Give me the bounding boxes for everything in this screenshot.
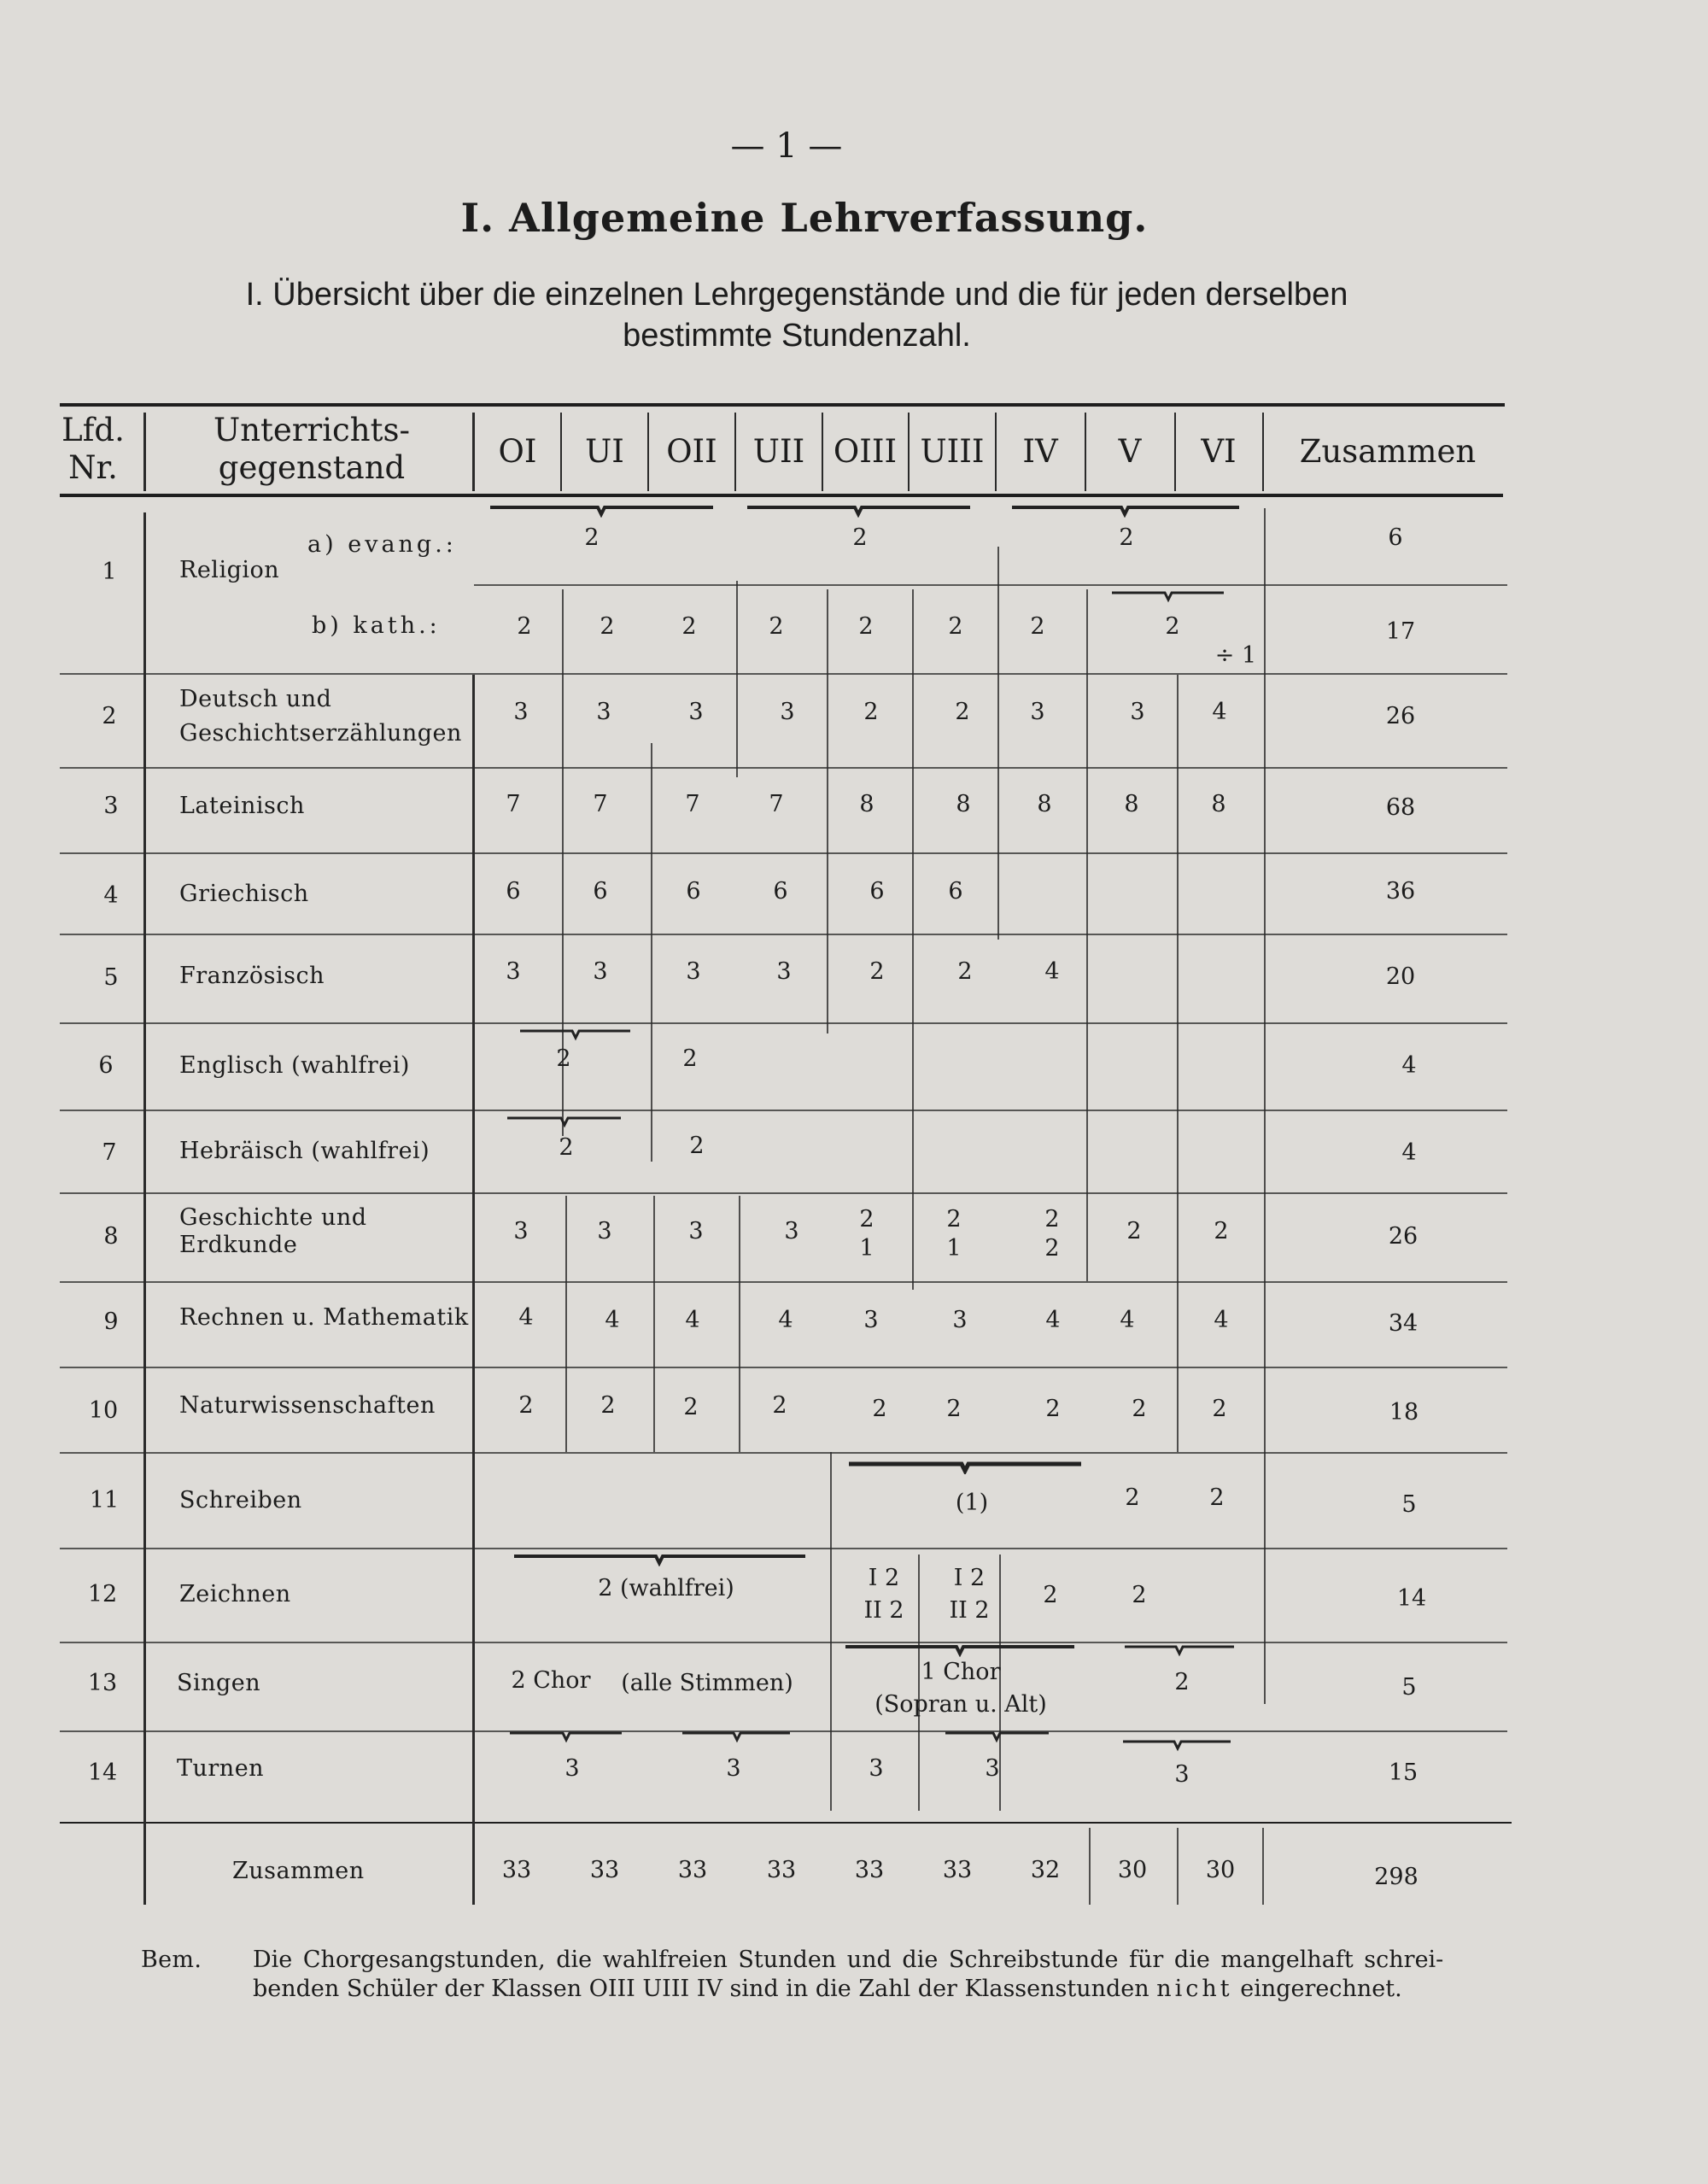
- cell: 3: [776, 958, 792, 985]
- row-total: 68: [1385, 794, 1416, 821]
- page-title: I. Allgemeine Lehrverfassung.: [460, 195, 1149, 241]
- religion-a-label: a) evang.:: [307, 531, 457, 558]
- cell: 2: [772, 1392, 787, 1419]
- cell: 7: [685, 791, 700, 817]
- row-number: 14: [87, 1759, 118, 1786]
- subject-schreiben: Schreiben: [179, 1487, 302, 1514]
- row-total: 26: [1388, 1223, 1418, 1250]
- row-rule: [474, 584, 1507, 586]
- col-rule: [653, 1196, 655, 1452]
- col-rule: [1089, 1828, 1091, 1905]
- zeichnen-group: 2 (wahlfrei): [598, 1575, 734, 1601]
- cell: 2: [518, 1392, 534, 1419]
- cell: 3: [784, 1218, 799, 1244]
- group-brace: [488, 504, 715, 518]
- cell: 2: [1126, 1218, 1142, 1244]
- cell: 2: [1214, 1218, 1229, 1244]
- cell: 3: [513, 1218, 529, 1244]
- cell: 3: [688, 699, 704, 725]
- row-total: 5: [1401, 1491, 1417, 1518]
- row-rule: [60, 1281, 1507, 1283]
- row-rule: [60, 1548, 1507, 1549]
- note-line-2: [253, 1975, 1402, 2004]
- sum-cell: 30: [1205, 1857, 1236, 1883]
- turnen-group-1: 3: [564, 1755, 580, 1782]
- turnen-group-4: 3: [985, 1755, 1000, 1782]
- note-line-2c: eingerechnet.: [1240, 1976, 1402, 2002]
- cell: 6: [506, 878, 521, 905]
- note-emphasis: nicht: [1156, 1976, 1233, 2002]
- cell: 8: [956, 791, 971, 817]
- col-rule: [651, 743, 652, 1162]
- cell: 3: [1130, 699, 1145, 725]
- cell: 3: [593, 958, 608, 985]
- cell: 8: [1037, 791, 1052, 817]
- col-rule: [1086, 589, 1088, 1281]
- row-total: 14: [1396, 1585, 1427, 1612]
- cell: 7: [593, 791, 608, 817]
- row-total: 26: [1385, 703, 1416, 729]
- col-rule: [1262, 1828, 1264, 1905]
- group-brace: [518, 1028, 632, 1041]
- hebraeisch-group-1: 2: [559, 1134, 574, 1161]
- englisch-group-2: 2: [682, 1045, 698, 1072]
- group-brace: [746, 504, 972, 518]
- religion-a-group-3: 2: [1119, 524, 1134, 551]
- cell-split-bottom: 1: [946, 1235, 962, 1262]
- col-rule: [736, 581, 738, 777]
- cell: 8: [1211, 791, 1226, 817]
- cell: 8: [1124, 791, 1139, 817]
- cell: 2: [955, 699, 970, 725]
- subject-lateinisch: Lateinisch: [179, 793, 305, 819]
- cell: 6: [593, 878, 608, 905]
- cell: 2: [517, 613, 532, 640]
- cell: 2: [683, 1394, 699, 1420]
- subject-deutsch-1: Deutsch und: [179, 686, 332, 712]
- cell: 2: [858, 613, 874, 640]
- cell: 2: [872, 1396, 887, 1422]
- singen-group-3: 2: [1174, 1669, 1190, 1695]
- subject-deutsch-2: Geschichtserzählungen: [179, 720, 462, 747]
- cell: 4: [1120, 1307, 1135, 1333]
- zeichnen-oiii-2: II 2: [863, 1597, 904, 1624]
- subject-hebraeisch: Hebräisch (wahlfrei): [179, 1138, 430, 1164]
- cell: 3: [513, 699, 529, 725]
- row-number: 8: [103, 1223, 119, 1250]
- cell: 3: [952, 1307, 968, 1333]
- cell: 2: [1132, 1396, 1147, 1422]
- group-brace: [512, 1553, 807, 1566]
- cell: 2: [957, 958, 973, 985]
- cell: 2: [1030, 613, 1045, 640]
- religion-b-group: 2: [1165, 613, 1180, 640]
- header-class-ui: UI: [585, 433, 624, 470]
- cell: 4: [1212, 699, 1227, 725]
- subject-zeichnen: Zeichnen: [179, 1581, 291, 1607]
- row-number: 3: [103, 793, 119, 819]
- subject-singen: Singen: [177, 1670, 261, 1696]
- zeichnen-uiii-1: I 2: [953, 1565, 986, 1591]
- row-number: 6: [98, 1052, 114, 1079]
- row-number: 4: [103, 882, 119, 909]
- note-label: Bem.: [141, 1947, 202, 1973]
- sum-cell: 33: [766, 1857, 797, 1883]
- cell: 8: [859, 791, 874, 817]
- cell-split-bottom: 1: [859, 1235, 874, 1262]
- group-brace: [1010, 504, 1241, 518]
- col-rule: [912, 589, 914, 1290]
- row-rule: [60, 1642, 1507, 1643]
- cell: 2: [1212, 1396, 1227, 1422]
- row-total: 34: [1388, 1310, 1418, 1337]
- group-brace: [944, 1730, 1050, 1743]
- header-class-uii: UII: [752, 433, 805, 470]
- header-class-oiii: OIII: [833, 433, 898, 470]
- header-subject: [162, 412, 461, 487]
- cell: 3: [686, 958, 701, 985]
- cell: 4: [685, 1307, 700, 1333]
- cell: 3: [1030, 699, 1045, 725]
- row-rule: [60, 1192, 1507, 1194]
- singen-group-1b: (alle Stimmen): [621, 1670, 793, 1696]
- cell: 2: [863, 699, 879, 725]
- row-rule: [60, 1110, 1507, 1111]
- cell: 4: [518, 1304, 534, 1331]
- col-rule: [1177, 675, 1179, 1452]
- religion-a-group-2: 2: [852, 524, 868, 551]
- sum-cell: 33: [589, 1857, 620, 1883]
- cell: 6: [869, 878, 885, 905]
- religion-a-group-1: 2: [584, 524, 600, 551]
- row-total: 4: [1401, 1052, 1417, 1079]
- subject-franzoesisch: Französisch: [179, 963, 325, 989]
- row-number: 12: [87, 1581, 118, 1607]
- header-lfd-1: Lfd.: [61, 412, 125, 448]
- top-rule: [60, 403, 1505, 407]
- cell: 6: [773, 878, 788, 905]
- cell: 2: [600, 1392, 616, 1419]
- sum-cell: 33: [501, 1857, 532, 1883]
- cell: 4: [1214, 1307, 1229, 1333]
- cell: 4: [605, 1307, 620, 1333]
- cell: 3: [597, 1218, 612, 1244]
- cell: 2: [769, 613, 784, 640]
- sum-cell: 33: [677, 1857, 708, 1883]
- cell: 2: [1132, 1582, 1147, 1608]
- row-rule: [60, 767, 1507, 769]
- subject-turnen: Turnen: [177, 1755, 265, 1782]
- subject-griechisch: Griechisch: [179, 881, 309, 907]
- row-rule: [60, 673, 1507, 675]
- zeichnen-oiii-1: I 2: [868, 1565, 900, 1591]
- row-rule: [60, 934, 1507, 935]
- col-rule: [997, 547, 999, 940]
- header-subject-2: gegenstand: [218, 449, 406, 486]
- header-total: Zusammen: [1299, 433, 1477, 470]
- cell: 3: [596, 699, 611, 725]
- sum-cell: 33: [942, 1857, 973, 1883]
- row-rule: [60, 1022, 1507, 1024]
- cell: 2: [681, 613, 697, 640]
- cell-split-top: 2: [946, 1206, 962, 1233]
- row-number: 1: [102, 559, 117, 585]
- turnen-group-5: 3: [1174, 1761, 1190, 1788]
- row-number: 13: [87, 1670, 118, 1696]
- group-brace: [847, 1461, 1083, 1474]
- col-rule: [143, 413, 146, 491]
- turnen-group-2: 3: [726, 1755, 741, 1782]
- row-total: 20: [1385, 963, 1416, 990]
- note-line-2a: benden Schüler der Klassen OIII UIII IV sind in die Zahl der Klassenstunden: [253, 1976, 1149, 2002]
- bottom-rule: [60, 1822, 1512, 1824]
- col-rule: [1264, 508, 1266, 1704]
- cell: 7: [769, 791, 784, 817]
- col-rule: [1262, 413, 1264, 491]
- cell: 2: [1125, 1484, 1140, 1511]
- page-number: — 1 —: [730, 126, 843, 166]
- header-subject-1: Unterrichts-: [214, 412, 410, 448]
- cell: 7: [506, 791, 521, 817]
- row-rule: [60, 1367, 1507, 1368]
- group-brace: [1123, 1643, 1236, 1657]
- row-total: 36: [1385, 878, 1416, 905]
- subject-mathematik: Rechnen u. Mathematik: [179, 1304, 469, 1331]
- turnen-group-3: 3: [869, 1755, 884, 1782]
- cell: 3: [506, 958, 521, 985]
- row-number: 10: [88, 1397, 119, 1424]
- cell: 4: [778, 1307, 793, 1333]
- row-number: 2: [102, 703, 117, 729]
- row-total: 15: [1388, 1759, 1418, 1786]
- header-class-oi: OI: [498, 433, 537, 470]
- subtitle-line-2: bestimmte Stundenzahl.: [623, 318, 971, 354]
- sum-cell: 32: [1030, 1857, 1061, 1883]
- row-number: 9: [103, 1309, 119, 1335]
- header-class-uiii: UIII: [920, 433, 985, 470]
- col-rule: [830, 1452, 832, 1811]
- subject-naturwissenschaften: Naturwissenschaften: [179, 1392, 436, 1419]
- group-brace: [1121, 1738, 1232, 1752]
- row-rule: [60, 852, 1507, 854]
- singen-group-2b: (Sopran u. Alt): [874, 1691, 1047, 1718]
- sum-total: 298: [1374, 1864, 1418, 1890]
- col-rule: [143, 512, 146, 1905]
- col-rule: [565, 1196, 567, 1452]
- religion-b-label: b) kath.:: [312, 612, 441, 639]
- hebraeisch-group-2: 2: [689, 1133, 705, 1159]
- row-total: 18: [1389, 1399, 1419, 1426]
- note-line-1: Die Chorgesangstunden, die wahlfreien Stunden und die Schreibstunde für die mangelhaft schrei-: [253, 1947, 1444, 1973]
- cell-split-top: 2: [859, 1206, 874, 1233]
- cell: 3: [780, 699, 795, 725]
- cell: 2: [1209, 1484, 1225, 1511]
- group-brace: [681, 1730, 792, 1743]
- cell: 2: [869, 958, 885, 985]
- row-number: 7: [102, 1139, 117, 1166]
- row-number: 11: [89, 1487, 120, 1514]
- row-total: 5: [1401, 1674, 1417, 1701]
- group-brace: [1110, 589, 1225, 603]
- cell: 6: [686, 878, 701, 905]
- sum-cell: 33: [854, 1857, 885, 1883]
- sum-label: Zusammen: [232, 1858, 365, 1884]
- singen-group-2a: 1 Chor: [921, 1659, 1001, 1685]
- religion-a-total: 6: [1388, 524, 1403, 551]
- row-total: 4: [1401, 1139, 1417, 1166]
- subject-geschichte-1: Geschichte und: [179, 1204, 367, 1231]
- subject-geschichte-2: Erdkunde: [179, 1232, 298, 1258]
- header-class-oii: OII: [666, 433, 717, 470]
- header-rule: [60, 494, 1503, 497]
- header-class-iv: IV: [1022, 433, 1058, 470]
- zeichnen-uiii-2: II 2: [949, 1597, 990, 1624]
- cell: 4: [1045, 1307, 1061, 1333]
- header-lfd: [55, 412, 132, 487]
- subtitle-line-1: I. Übersicht über die einzelnen Lehrgegenstände und die für jeden derselben: [245, 277, 1348, 313]
- singen-group-1a: 2 Chor: [511, 1667, 591, 1694]
- subject-englisch: Englisch (wahlfrei): [179, 1052, 410, 1079]
- col-rule: [472, 675, 475, 1905]
- cell: 2: [1045, 1396, 1061, 1422]
- cell: 3: [688, 1218, 704, 1244]
- subject-religion: Religion: [179, 557, 280, 583]
- cell: 2: [948, 613, 963, 640]
- sum-cell: 30: [1117, 1857, 1148, 1883]
- col-rule: [739, 1196, 740, 1452]
- englisch-group-1: 2: [556, 1045, 571, 1072]
- cell: 2: [946, 1396, 962, 1422]
- group-brace: [508, 1730, 623, 1743]
- col-rule: [827, 589, 828, 1033]
- row-rule: [60, 1452, 1507, 1454]
- row-number: 5: [103, 964, 119, 991]
- schreiben-group: (1): [955, 1490, 989, 1516]
- header-class-vi: VI: [1201, 433, 1237, 470]
- cell: 2: [600, 613, 615, 640]
- header-class-v: V: [1118, 433, 1142, 470]
- cell-split-top: 2: [1044, 1206, 1060, 1233]
- group-brace: [844, 1643, 1076, 1657]
- col-rule: [1177, 1828, 1179, 1905]
- header-lfd-2: Nr.: [68, 449, 118, 486]
- cell: 3: [863, 1307, 879, 1333]
- group-brace: [506, 1115, 623, 1128]
- cell: 6: [948, 878, 963, 905]
- cell: 2: [1043, 1582, 1058, 1608]
- religion-b-total: 17: [1385, 618, 1416, 645]
- religion-b-extra: ÷ 1: [1214, 642, 1257, 669]
- cell-split-bottom: 2: [1044, 1235, 1060, 1262]
- cell: 4: [1044, 958, 1060, 985]
